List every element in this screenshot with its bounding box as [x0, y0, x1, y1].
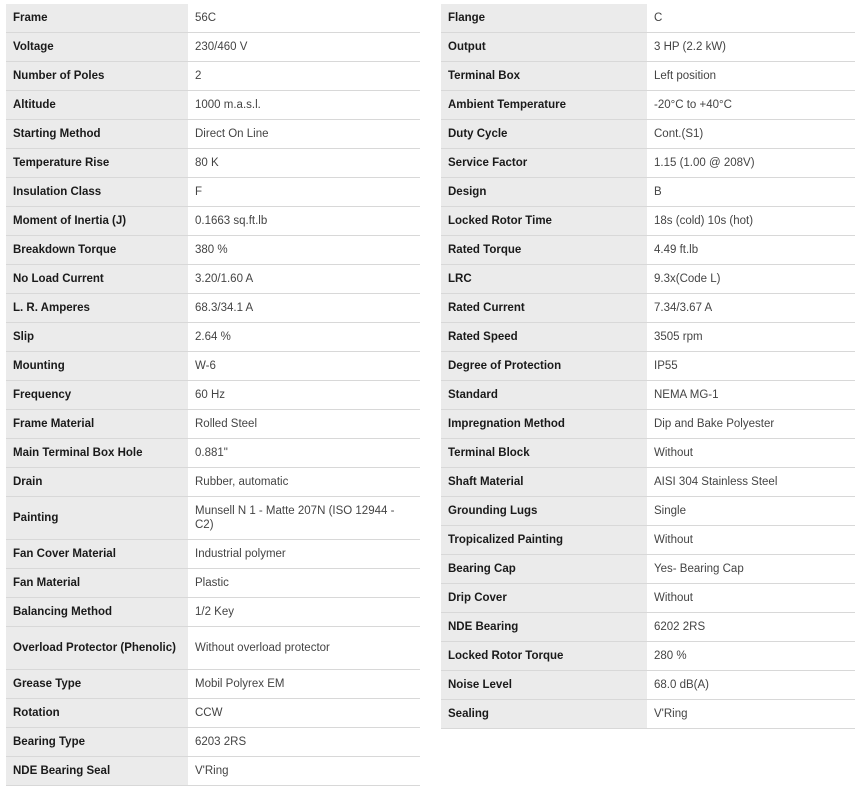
- spec-value: 68.0 dB(A): [647, 671, 855, 700]
- spec-label: Number of Poles: [6, 62, 188, 91]
- spec-value: Rubber, automatic: [188, 468, 420, 497]
- spec-row: [6, 323, 420, 352]
- spec-label: Noise Level: [441, 671, 647, 700]
- spec-value: C: [647, 4, 855, 33]
- spec-label: L. R. Amperes: [6, 294, 188, 323]
- spec-label: Frame: [6, 4, 188, 33]
- spec-label: Mounting: [6, 352, 188, 381]
- spec-value: 0.881": [188, 439, 420, 468]
- spec-label: Rotation: [6, 699, 188, 728]
- spec-label: Fan Cover Material: [6, 540, 188, 569]
- spec-row: [6, 670, 420, 699]
- spec-value: 3505 rpm: [647, 323, 855, 352]
- spec-row: [6, 627, 420, 670]
- spec-value: Left position: [647, 62, 855, 91]
- spec-label: Drip Cover: [441, 584, 647, 613]
- spec-row: [441, 468, 855, 497]
- spec-value: 80 K: [188, 149, 420, 178]
- spec-row: [441, 265, 855, 294]
- spec-row: [6, 91, 420, 120]
- spec-label: Locked Rotor Time: [441, 207, 647, 236]
- spec-label: Bearing Type: [6, 728, 188, 757]
- spec-value: Direct On Line: [188, 120, 420, 149]
- spec-value: 1000 m.a.s.l.: [188, 91, 420, 120]
- spec-value: 230/460 V: [188, 33, 420, 62]
- spec-value: 2: [188, 62, 420, 91]
- spec-label: No Load Current: [6, 265, 188, 294]
- spec-row: [441, 642, 855, 671]
- spec-label: Service Factor: [441, 149, 647, 178]
- spec-label: Breakdown Torque: [6, 236, 188, 265]
- spec-row: [6, 236, 420, 265]
- spec-label: Degree of Protection: [441, 352, 647, 381]
- spec-value: 68.3/34.1 A: [188, 294, 420, 323]
- spec-label: Fan Material: [6, 569, 188, 598]
- spec-value: Without: [647, 526, 855, 555]
- spec-row: [441, 4, 855, 33]
- spec-row: [6, 598, 420, 627]
- spec-label: LRC: [441, 265, 647, 294]
- spec-value: Single: [647, 497, 855, 526]
- spec-value: 56C: [188, 4, 420, 33]
- spec-row: [441, 236, 855, 265]
- spec-row: [441, 613, 855, 642]
- spec-row: [441, 33, 855, 62]
- spec-row: [6, 207, 420, 236]
- spec-value: 1.15 (1.00 @ 208V): [647, 149, 855, 178]
- spec-value: 6203 2RS: [188, 728, 420, 757]
- spec-value: Without: [647, 584, 855, 613]
- spec-label: Grounding Lugs: [441, 497, 647, 526]
- spec-row: [441, 91, 855, 120]
- spec-row: [441, 120, 855, 149]
- spec-label: Starting Method: [6, 120, 188, 149]
- spec-value: Dip and Bake Polyester: [647, 410, 855, 439]
- spec-label: Moment of Inertia (J): [6, 207, 188, 236]
- spec-label: Rated Torque: [441, 236, 647, 265]
- spec-value: 0.1663 sq.ft.lb: [188, 207, 420, 236]
- spec-label: Bearing Cap: [441, 555, 647, 584]
- spec-row: [441, 497, 855, 526]
- spec-label: Painting: [6, 497, 188, 540]
- spec-label: Frame Material: [6, 410, 188, 439]
- spec-value: 2.64 %: [188, 323, 420, 352]
- specs-table-right: [441, 4, 855, 729]
- spec-value: V'Ring: [647, 700, 855, 729]
- spec-label: Terminal Box: [441, 62, 647, 91]
- spec-value: 280 %: [647, 642, 855, 671]
- spec-row: [441, 410, 855, 439]
- spec-label: Balancing Method: [6, 598, 188, 627]
- spec-label: Output: [441, 33, 647, 62]
- spec-value: 6202 2RS: [647, 613, 855, 642]
- spec-row: [6, 699, 420, 728]
- spec-row: [441, 294, 855, 323]
- spec-row: [441, 584, 855, 613]
- spec-value: Munsell N 1 - Matte 207N (ISO 12944 - C2): [188, 497, 420, 540]
- spec-row: [441, 555, 855, 584]
- spec-value: 18s (cold) 10s (hot): [647, 207, 855, 236]
- spec-row: [441, 381, 855, 410]
- spec-row: [6, 410, 420, 439]
- spec-row: [441, 352, 855, 381]
- spec-row: [6, 120, 420, 149]
- spec-value: CCW: [188, 699, 420, 728]
- spec-value: W-6: [188, 352, 420, 381]
- spec-label: Altitude: [6, 91, 188, 120]
- spec-row: [441, 526, 855, 555]
- spec-value: V'Ring: [188, 757, 420, 786]
- spec-value: NEMA MG-1: [647, 381, 855, 410]
- spec-value: 9.3x(Code L): [647, 265, 855, 294]
- spec-label: Shaft Material: [441, 468, 647, 497]
- spec-value: Mobil Polyrex EM: [188, 670, 420, 699]
- spec-label: Slip: [6, 323, 188, 352]
- spec-label: Rated Speed: [441, 323, 647, 352]
- spec-row: [6, 33, 420, 62]
- spec-label: Flange: [441, 4, 647, 33]
- spec-row: [441, 323, 855, 352]
- spec-label: Terminal Block: [441, 439, 647, 468]
- spec-label: Grease Type: [6, 670, 188, 699]
- spec-row: [6, 62, 420, 91]
- spec-label: Ambient Temperature: [441, 91, 647, 120]
- spec-row: [441, 700, 855, 729]
- spec-label: Frequency: [6, 381, 188, 410]
- spec-row: [441, 178, 855, 207]
- spec-row: [6, 569, 420, 598]
- spec-row: [441, 671, 855, 700]
- spec-row: [6, 540, 420, 569]
- spec-value: 1/2 Key: [188, 598, 420, 627]
- spec-value: -20°C to +40°C: [647, 91, 855, 120]
- spec-row: [441, 62, 855, 91]
- spec-row: [6, 149, 420, 178]
- spec-row: [6, 468, 420, 497]
- spec-value: 3 HP (2.2 kW): [647, 33, 855, 62]
- spec-row: [6, 265, 420, 294]
- spec-label: Insulation Class: [6, 178, 188, 207]
- spec-row: [6, 757, 420, 786]
- spec-row: [6, 294, 420, 323]
- spec-value: Plastic: [188, 569, 420, 598]
- spec-row: [6, 728, 420, 757]
- spec-value: 4.49 ft.lb: [647, 236, 855, 265]
- spec-label: Design: [441, 178, 647, 207]
- spec-label: Main Terminal Box Hole: [6, 439, 188, 468]
- spec-value: Industrial polymer: [188, 540, 420, 569]
- spec-value: AISI 304 Stainless Steel: [647, 468, 855, 497]
- spec-label: Voltage: [6, 33, 188, 62]
- spec-row: [6, 497, 420, 540]
- spec-value: IP55: [647, 352, 855, 381]
- spec-value: 3.20/1.60 A: [188, 265, 420, 294]
- spec-value: 380 %: [188, 236, 420, 265]
- spec-value: B: [647, 178, 855, 207]
- spec-row: [6, 381, 420, 410]
- specs-table-left: [6, 4, 420, 786]
- spec-value: F: [188, 178, 420, 207]
- spec-row: [441, 207, 855, 236]
- spec-label: Rated Current: [441, 294, 647, 323]
- spec-row: [6, 178, 420, 207]
- spec-value: Cont.(S1): [647, 120, 855, 149]
- spec-label: Tropicalized Painting: [441, 526, 647, 555]
- spec-value: Without: [647, 439, 855, 468]
- spec-label: Duty Cycle: [441, 120, 647, 149]
- spec-label: Sealing: [441, 700, 647, 729]
- spec-value: Without overload protector: [188, 627, 420, 670]
- spec-value: 7.34/3.67 A: [647, 294, 855, 323]
- spec-label: Standard: [441, 381, 647, 410]
- spec-row: [441, 149, 855, 178]
- spec-label: Impregnation Method: [441, 410, 647, 439]
- spec-row: [6, 352, 420, 381]
- spec-value: Rolled Steel: [188, 410, 420, 439]
- spec-row: [6, 439, 420, 468]
- spec-row: [6, 4, 420, 33]
- spec-value: Yes- Bearing Cap: [647, 555, 855, 584]
- spec-label: Drain: [6, 468, 188, 497]
- spec-value: 60 Hz: [188, 381, 420, 410]
- spec-label: NDE Bearing: [441, 613, 647, 642]
- spec-label: Temperature Rise: [6, 149, 188, 178]
- spec-row: [441, 439, 855, 468]
- spec-label: Overload Protector (Phenolic): [6, 627, 188, 670]
- spec-label: NDE Bearing Seal: [6, 757, 188, 786]
- spec-label: Locked Rotor Torque: [441, 642, 647, 671]
